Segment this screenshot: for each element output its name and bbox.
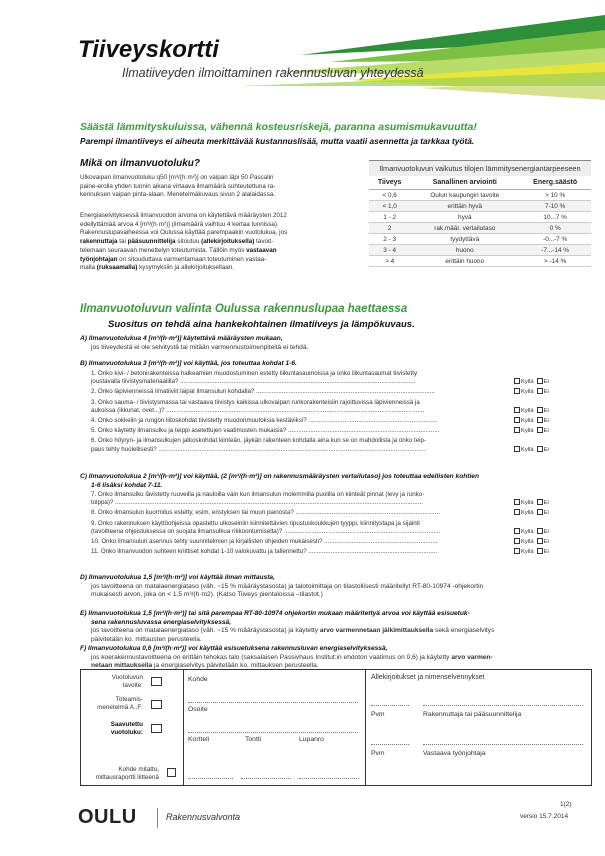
bold-term: rakennuttaja xyxy=(80,238,118,246)
table-row xyxy=(369,190,591,201)
question-text: paus tehty huolellisesti? ............................................................................................................................................................ xyxy=(91,445,427,453)
option-e-line: päivitetään ko. mittausten perusteella. xyxy=(91,635,202,643)
method-input[interactable] xyxy=(151,700,162,709)
no-checkbox[interactable] xyxy=(537,407,543,413)
slogan-line2: Parempi ilmantiiveys ei aiheuta merkittävää kustannuslisää, mutta vaatii asennetta ja tarkkaa työtä. xyxy=(80,136,475,146)
table-cell: -7...-14 % xyxy=(519,245,591,256)
option-c-label-2: 1-6 lisäksi kohdat 7-11. xyxy=(91,481,163,489)
yes-checkbox[interactable] xyxy=(514,378,520,384)
table-cell: > 4 xyxy=(369,256,410,267)
version-label: versio 15.7.2014 xyxy=(520,813,569,820)
osoite-line[interactable] xyxy=(188,732,358,733)
option-d-line: mukaisesti arvon, joka on < 1,5 m³/(h·m2). (Katso Tiiveys pientaloissa –tilastot.) xyxy=(91,591,323,599)
no-label: Ei xyxy=(543,500,549,507)
lupanro-label: Lupanro xyxy=(299,736,324,743)
yes-no-group xyxy=(514,417,549,424)
option-e-label-2: sena rakennusluvassa energiaselvityksessä, xyxy=(91,618,232,626)
role-label-2: Vastaava työnjohtaja xyxy=(423,750,486,757)
question-text: 1. Onko kivi- / betonirakenteissa halkeamien muodostuminen estetty liikuntasaumoissa ja onko liikuntasaumat tiivistetty xyxy=(91,370,418,377)
table-row xyxy=(369,212,591,223)
achieved-label: Saavutettu vuotoluku: xyxy=(110,721,143,736)
question-text: 4. Onko sokkelin ja rungon liitoskohdat tiivistetty muodonmuutoksia kestäviksi? ........................................................................... xyxy=(91,417,438,424)
section-heading: Ilmanvuotoluvun valinta Oulussa rakennuslupaa haettaessa xyxy=(80,303,408,315)
table-row xyxy=(369,201,591,212)
option-d-line: jos tavoitteena on matalaenergiataso (väh. ~15 % määräystasosta) ja talotoimittaja on tilastollisesti määritellyt RT-80-10974 -ohjekortin xyxy=(91,582,484,590)
table-row xyxy=(369,234,591,245)
question-text: (tavoitteena ohjeistuksessa on suojata ilmansulkua rikkoontumiselta)? ........................................................................................... xyxy=(91,527,441,535)
kortteli-label: Kortteli xyxy=(188,736,210,743)
yes-no-group xyxy=(514,548,549,555)
yes-checkbox[interactable] xyxy=(514,417,520,423)
intro-line: edellyttämää arvoa 4 [m³/(h·m²)] (ilmamäärä vaihtuu 4 kertaa tunnissa). xyxy=(80,220,279,228)
bold-term: pääsuunnittelija xyxy=(127,238,176,246)
col-header: Sanallinen arviointi xyxy=(410,176,519,190)
text: tavoit- xyxy=(254,238,274,246)
bold-term: työnjohtajan xyxy=(80,255,118,263)
intro-heading: Mikä on ilmanvuotoluku? xyxy=(80,158,201,169)
question-text: 5. Onko käytetty ilmansulku ja teippi asetettujen vaatimusten mukaisia? ........................................................................................ xyxy=(91,427,440,435)
kohde-line[interactable] xyxy=(188,702,358,703)
date-line-2[interactable] xyxy=(371,744,409,745)
text: jos tavoitteena on matalaenergiataso (väh. ~15 % määräystasosta) ja käytetty xyxy=(91,627,320,635)
signature-line-2[interactable] xyxy=(423,744,583,745)
yes-no-group xyxy=(514,538,549,545)
text: sitoutuu xyxy=(175,238,202,246)
date-line-1[interactable] xyxy=(371,705,409,706)
yes-label: Kyllä xyxy=(521,528,534,535)
yes-no-group xyxy=(514,528,549,535)
yes-checkbox[interactable] xyxy=(514,427,520,433)
bold-term: (ruksaamalla) xyxy=(96,264,138,272)
intro-line: paine-erolla yhden tunnin aikana virtaava ilmamäärä suhteutettuna ra- xyxy=(80,182,276,190)
bold-term: vastaavan xyxy=(246,246,277,254)
question-text: 7. Onko ilmansulku lävistetty ruuveilla ja nauloilla vain kun ilmansulun molemmilla puolilla on kiinteät pinnat (levy ja runko- xyxy=(91,491,425,498)
table-header-row xyxy=(369,176,591,190)
kortteli-line[interactable] xyxy=(188,778,233,779)
yes-label: Kyllä xyxy=(521,418,534,424)
yes-no-group xyxy=(514,427,549,434)
yes-checkbox[interactable] xyxy=(514,548,520,554)
bold-term: arvo varmen- xyxy=(451,653,493,661)
intro-line xyxy=(80,264,365,273)
question-text: 11. Onko ilmanvuodon suhteen kriittiset kohdat 1-10 valokuvattu ja tallennettu? ........................................................................... xyxy=(91,548,438,556)
intro-line xyxy=(80,247,365,256)
text: kysymyksiin ja allekirjoituksellaan. xyxy=(137,264,234,272)
table-cell: < 0,6 xyxy=(369,190,410,201)
table-cell: 10...7 % xyxy=(519,212,591,223)
no-label: Ei xyxy=(543,539,549,545)
yes-label: Kyllä xyxy=(521,407,534,414)
no-checkbox[interactable] xyxy=(537,499,543,505)
question-text: tolppa)? ................................................................................................................................................................................... xyxy=(91,499,423,507)
no-label: Ei xyxy=(543,407,549,414)
option-f xyxy=(80,645,493,671)
option-c-label-1: C) Ilmanvuotolukua 2 [m³/(h·m²)] voi käyttää, (2 [m³/(h·m²)] on rakennusmääräysten vertailutaso) jos toteuttaa edellisten kohtien xyxy=(80,473,479,480)
intro-line: Ulkovaipan ilmanvuotoluku q50 [m³/(h·m²)] on vaipan läpi 50 Pascalin xyxy=(80,174,274,181)
option-f-label: F) Ilmanvuotolukua 0,6 [m³/(h·m²)] voi käyttää esisuetuksena rakennusluvan energiaselvityksessä, xyxy=(80,645,388,652)
oulu-logo: OULU xyxy=(78,806,137,828)
question-text: 9. Onko rakennuksen käyttöohjeissa opastettu ulkoseiniin kiinnitettävien ripustuskoukkujen tyyppi, kiinnitystapa ja sijainti xyxy=(91,519,420,527)
option-d-label: D) Ilmanvuotolukua 1,5 [m³/(h·m²)] voi käyttää ilman mittausta, xyxy=(80,574,275,581)
intro-line xyxy=(80,256,365,265)
table-title: Ilmanvuotoluvun vaikutus tilojen lämmitysenergiantarpeeseen xyxy=(369,161,591,176)
question-text: joustavalla tiivistysmateriaalilla? ......................................................................................................................................... xyxy=(91,378,416,386)
yes-checkbox[interactable] xyxy=(514,407,520,413)
option-c xyxy=(80,473,479,490)
yes-checkbox[interactable] xyxy=(514,388,520,394)
no-checkbox[interactable] xyxy=(537,509,543,515)
no-label: Ei xyxy=(543,510,549,517)
no-checkbox[interactable] xyxy=(537,548,543,554)
option-f-line xyxy=(80,654,493,663)
page-subtitle: Ilmatiiveyden ilmoittaminen rakennusluvan yhteydessä xyxy=(122,66,424,80)
question-text: 8. Onko ilmansulun kuormitus estetty, esim. eristyksen tai muun painosta? .................................................................................... xyxy=(91,509,440,517)
yes-label: Kyllä xyxy=(521,549,534,556)
question-text: 3. Onko sauma- / tiivistysmassa tai vastaava tiivistys kaikissa ulkovaipan runkorakenteisiin rajoittuvissa läpivienneissä ja xyxy=(91,398,420,406)
text: ja energiaselvitys päivitetään ko. mittauksen perusteella. xyxy=(152,662,319,670)
no-checkbox[interactable] xyxy=(537,417,543,423)
no-label: Ei xyxy=(543,418,549,424)
table-cell: tyydyttävä xyxy=(410,234,519,245)
target-input[interactable] xyxy=(151,677,162,686)
yes-no-group xyxy=(514,407,549,414)
yes-no-group xyxy=(514,509,549,516)
no-label: Ei xyxy=(543,528,549,535)
option-e-label-1: E) Ilmanvuotolukua 1,5 [m³/(h·m²)] tai sitä parempaa RT-80-10974 ohjekortin mukaan määritettyä arvoa voi käyttää esisuetuk- xyxy=(80,610,470,617)
yes-label: Kyllä xyxy=(521,539,534,545)
bold-term: (allekirjoituksella) xyxy=(201,238,255,246)
table-cell: Oulun kaupungin tavoite xyxy=(410,190,519,201)
yes-label: Kyllä xyxy=(521,446,534,453)
osoite-label: Osoite xyxy=(188,706,208,713)
option-a-text: jos tiiveydestä ei ole selvitystä tai mitään varmennustoimenpiteitä ei tehdä. xyxy=(91,343,309,351)
table-cell: > -14 % xyxy=(519,256,591,267)
logo-divider xyxy=(157,808,158,828)
question-text: 10. Onko ilmansulun asennus tehty suunnitelmien ja kirjallisten ohjeiden mukaisesti? .................................................................. xyxy=(91,538,438,545)
divider xyxy=(365,670,366,785)
no-checkbox[interactable] xyxy=(537,446,543,452)
yes-checkbox[interactable] xyxy=(514,509,520,515)
col-header: Tiiveys xyxy=(369,176,410,190)
yes-label: Kyllä xyxy=(521,428,534,435)
table-cell: rak.määr. vertailutaso xyxy=(410,223,519,234)
table-grid xyxy=(369,176,591,267)
bold-term: arvo varmennetaan jälkimittauksella xyxy=(319,627,434,635)
kohde-label: Kohde xyxy=(188,676,208,683)
sign-title: Allekirjoitukset ja nimenselvennykset xyxy=(371,674,485,681)
table-cell: 3 - 4 xyxy=(369,245,410,256)
intro-line xyxy=(80,238,365,247)
yes-no-group xyxy=(514,446,549,453)
no-checkbox[interactable] xyxy=(537,528,543,534)
option-e xyxy=(80,610,494,644)
divider xyxy=(183,670,184,785)
table-cell: 2 - 3 xyxy=(369,234,410,245)
intro-paragraph-2 xyxy=(80,212,365,273)
col-header: Energ.säästö xyxy=(519,176,591,190)
signature-line-1[interactable] xyxy=(423,705,583,706)
method-label: Toteamis- menetelmä A..F: xyxy=(97,696,143,711)
yes-checkbox[interactable] xyxy=(514,499,520,505)
table-cell: erittäin hyvä xyxy=(410,201,519,212)
option-d xyxy=(80,574,483,600)
tontti-line[interactable] xyxy=(241,778,291,779)
yes-label: Kyllä xyxy=(521,510,534,517)
intro-line: kennuksen vaipan pinta-alaan. Menetelmäkuvaus sivun 2 alalaidassa. xyxy=(80,191,275,199)
no-label: Ei xyxy=(543,389,549,396)
bold-term: netaan mittauksella xyxy=(91,662,153,670)
achieved-input[interactable] xyxy=(151,724,162,733)
yes-label: Kyllä xyxy=(521,389,534,396)
no-checkbox[interactable] xyxy=(537,388,543,394)
yes-no-group xyxy=(514,388,549,395)
intro-line: Rakennuslupavaiheessa voi Oulussa käyttää parempaakin vuotolukua, jos xyxy=(80,229,288,237)
pvm-label-1: Pvm xyxy=(371,711,385,718)
table-row xyxy=(369,245,591,256)
yes-no-group xyxy=(514,378,549,385)
signature-form xyxy=(80,669,592,786)
text: jos koerakennustavoitteena on erittäin tehokas talo (saksalaisen Passivhaus Institut:in ehdoton vaatimus on 0,6) ja käytetty xyxy=(91,653,452,661)
tontti-label: Tontti xyxy=(245,736,262,743)
table-cell: huono xyxy=(410,245,519,256)
option-b-label: B) Ilmanvuotolukua 3 [m³/(h·m²)] voi käyttää, jos toteuttaa kohdat 1-6. xyxy=(80,360,297,367)
question-text: 2. Onko läpivienneissä ilmatiiviit laipat ilmansulun kohdalla? ........................................................................................................ xyxy=(91,388,435,396)
no-label: Ei xyxy=(543,428,549,435)
page-title: Tiiveyskortti xyxy=(78,36,219,63)
intro-paragraph-1 xyxy=(80,174,360,200)
intro-line: Energiaselvityksessä ilmanvuodon arvona on käytettävä määräysten 2012 xyxy=(80,212,287,219)
no-label: Ei xyxy=(543,446,549,453)
yes-label: Kyllä xyxy=(521,500,534,507)
table-cell: 7-10 % xyxy=(519,201,591,212)
table-cell: < 1,0 xyxy=(369,201,410,212)
pvm-label-2: Pvm xyxy=(371,750,385,757)
option-e-line xyxy=(80,627,494,636)
department-name: Rakennusvalvonta xyxy=(166,812,241,822)
table-row xyxy=(369,223,591,234)
yes-checkbox[interactable] xyxy=(514,446,520,452)
measured-checkbox[interactable] xyxy=(167,768,176,777)
question-text: aukoissa (ikkunat, ovet...)? ...................................................................................................................................................... xyxy=(91,406,425,414)
yes-checkbox[interactable] xyxy=(514,528,520,534)
text: malla xyxy=(80,264,97,272)
table-cell: hyvä xyxy=(410,212,519,223)
option-b xyxy=(80,360,297,369)
table-cell: erittäin huono xyxy=(410,256,519,267)
role-label-1: Rakennuttaja tai pääsuunnittelija xyxy=(423,711,522,718)
table-cell: 1 - 2 xyxy=(369,212,410,223)
section-subheading: Suositus on tehdä aina hankekohtainen ilmatiiveys ja lämpökuvaus. xyxy=(108,319,415,330)
no-checkbox[interactable] xyxy=(537,538,543,544)
lupanro-line[interactable] xyxy=(299,778,359,779)
text: on sitouduttava varmentamaan toteutuminen vastaa- xyxy=(117,255,267,263)
table-cell: 2 xyxy=(369,223,410,234)
text: sekä energiaselvitys xyxy=(433,627,495,635)
target-label: Vuotoluvun tavoite: xyxy=(111,674,143,689)
yes-checkbox[interactable] xyxy=(514,538,520,544)
measured-label: Kohde mitattu, mittausraportti liitteenä xyxy=(95,766,159,781)
yes-no-group xyxy=(514,499,549,506)
no-checkbox[interactable] xyxy=(537,378,543,384)
question-text: 6. Onko höyryn- ja ilmansulkujen jatkoskohdat kiinteän, jäykän rakenteen kohdalla aina kun se on mahdollista ja onko teip- xyxy=(91,437,427,445)
leakage-table xyxy=(369,160,591,290)
table-cell: 0 % xyxy=(519,223,591,234)
no-label: Ei xyxy=(543,379,549,386)
table-cell: -0...-7 % xyxy=(519,234,591,245)
text: telemaan seuraavan menettelyn toteutumista. Tällöin myös xyxy=(80,246,247,254)
option-a-label: A) Ilmanvuotolukua 4 [m³/(h·m²)] käytettävä määräysten mukaan, xyxy=(80,335,283,342)
no-label: Ei xyxy=(543,549,549,556)
table-row xyxy=(369,256,591,267)
table-cell: > 10 % xyxy=(519,190,591,201)
slogan-line1: Säästä lämmityskuluissa, vähennä kosteusriskejä, paranna asumismukavuutta! xyxy=(80,121,477,133)
option-a xyxy=(80,335,308,352)
page-number: 1(2) xyxy=(560,801,572,808)
no-checkbox[interactable] xyxy=(537,427,543,433)
yes-label: Kyllä xyxy=(521,379,534,386)
text: tai xyxy=(117,238,128,246)
